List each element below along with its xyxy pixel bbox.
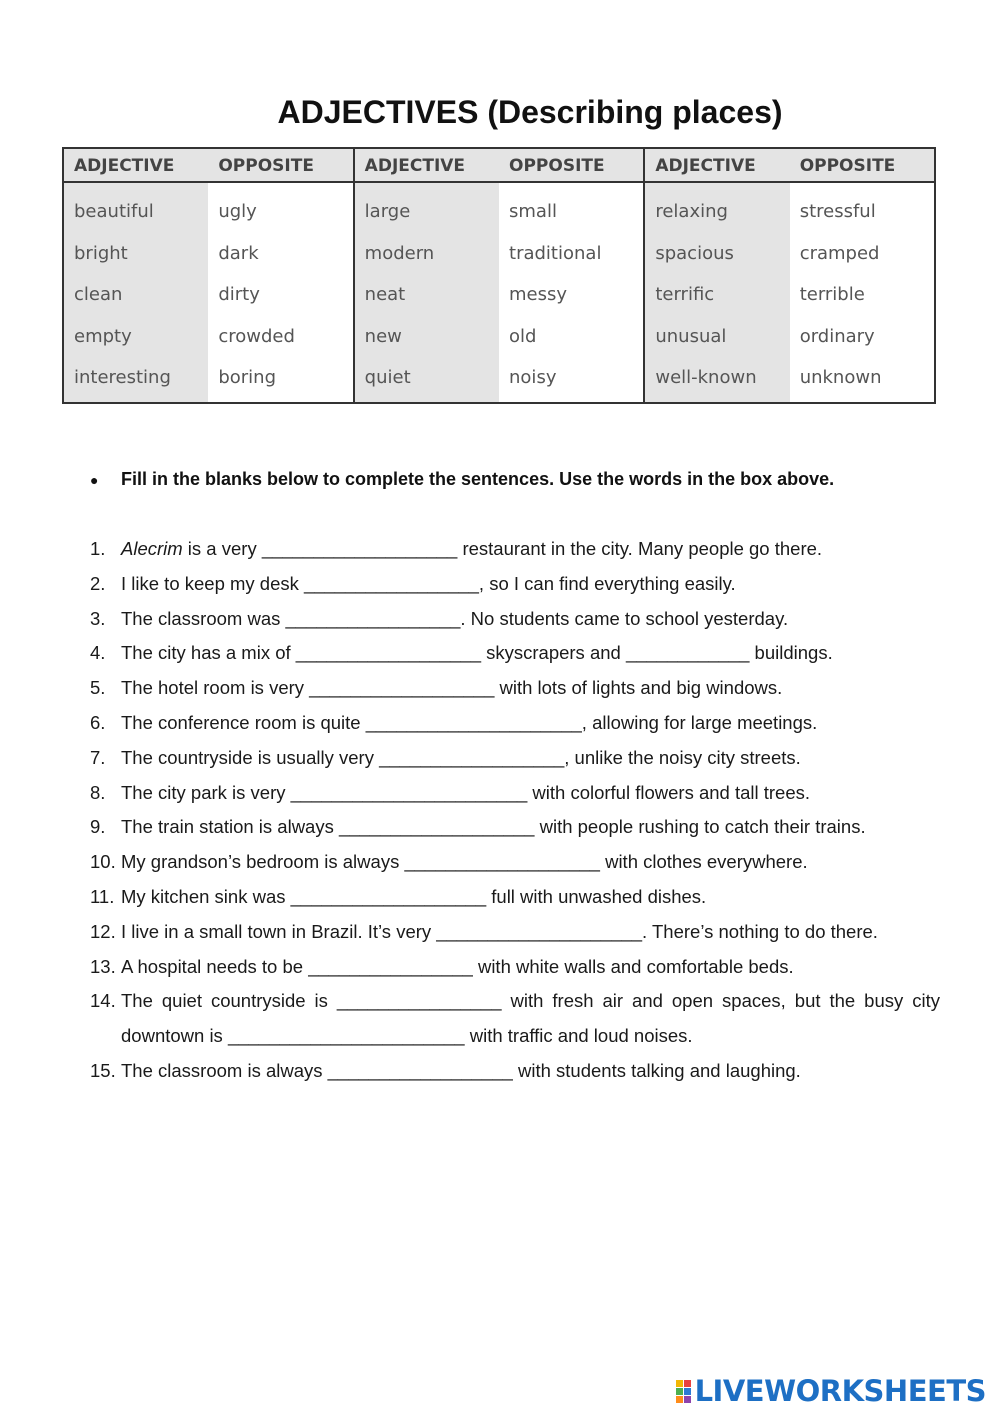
question-item [90,880,940,915]
question-number: 3. [90,607,106,629]
vocab-group-1 [64,149,353,402]
vocab-group-3 [643,149,934,402]
logo-mark-icon [676,1380,691,1403]
question-text: The city has a mix of __________________ skyscrapers and ____________ buildings. [121,642,833,664]
header-opposite: OPPOSITE [208,149,352,183]
header-adjective: ADJECTIVE [355,149,499,183]
question-text: The train station is always ___________________ with people rushing to catch their trains. [121,816,866,838]
question-text: I live in a small town in Brazil. It’s very ____________________. There’s nothing to do there. [121,920,878,942]
question-number: 9. [90,816,106,838]
question-text: The hotel room is very __________________ with lots of lights and big windows. [121,677,783,699]
adjective-cell: beautiful [74,201,154,222]
vocab-group-2 [353,149,644,402]
question-item [90,636,940,671]
question-list [90,532,940,1089]
question-item [90,706,940,741]
adjective-cell: relaxing [655,201,728,222]
question-item [90,810,940,845]
question-item [90,950,940,985]
adjective-cell: quiet [364,367,411,388]
question-text: The conference room is quite _____________________, allowing for large meetings. [121,711,818,733]
header-adjective: ADJECTIVE [64,149,208,183]
vocabulary-table [62,147,936,404]
adjective-cell: large [364,201,411,222]
adjective-cell: modern [364,242,435,264]
question-item [90,602,940,637]
question-item [90,984,940,1054]
question-text: The classroom is always __________________ with students talking and laughing. [121,1059,801,1081]
adjective-cell: empty [74,325,132,347]
adjective-cell: neat [364,284,406,305]
question-item [90,1054,940,1089]
question-text: The city park is very _______________________ with colorful flowers and tall trees. [121,781,811,803]
instruction-text: Fill in the blanks below to complete the sentences. Use the words in the box above. [121,469,835,489]
question-text-rest: is a very ___________________ restaurant in the city. Many people go there. [182,538,823,559]
question-number: 8. [90,781,106,803]
question-item [90,741,940,776]
adjective-cell: spacious [655,242,734,264]
opposite-cell: dirty [218,284,260,305]
instruction [90,469,960,490]
question-text: A hospital needs to be ________________ with white walls and comfortable beds. [121,955,794,977]
question-number: 14. [90,990,116,1012]
question-number: 6. [90,711,106,733]
opposite-cell: messy [509,284,568,305]
adjective-cell: interesting [74,367,171,388]
question-number: 7. [90,746,106,768]
question-text: I like to keep my desk _________________, so I can find everything easily. [121,572,736,594]
opposite-cell: ugly [218,201,257,222]
restaurant-name: Alecrim [121,538,183,559]
adjective-cell: terrific [655,284,715,305]
adjective-cell: unusual [655,325,727,347]
logo-square [684,1396,691,1403]
opposite-cell: crowded [218,325,295,347]
liveworksheets-logo [676,1374,986,1408]
question-number: 1. [90,538,106,559]
header-opposite: OPPOSITE [790,149,934,183]
question-item [90,532,940,567]
opposite-cell: boring [218,367,277,388]
adjective-cell: well-known [655,367,757,388]
logo-square [676,1396,683,1403]
question-text: The quiet countryside is ________________ with fresh air and open spaces, but the busy city downtown is _______________________ with traffic and loud noises. [121,990,940,1047]
header-adjective: ADJECTIVE [645,149,789,183]
question-text: The classroom was _________________. No students came to school yesterday. [121,607,789,629]
question-item [90,915,940,950]
question-number: 12. [90,920,116,942]
logo-square [684,1388,691,1395]
header-opposite: OPPOSITE [499,149,643,183]
question-text: The countryside is usually very __________________, unlike the noisy city streets. [121,746,801,768]
question-text: My kitchen sink was ___________________ full with unwashed dishes. [121,885,707,907]
logo-square [684,1380,691,1387]
question-number: 5. [90,677,106,699]
question-number: 15. [90,1059,116,1081]
question-number: 2. [90,572,106,594]
question-number: 13. [90,955,116,977]
question-number: 4. [90,642,106,664]
opposite-cell: noisy [509,367,557,388]
question-item [90,567,940,602]
question-number: 11. [90,885,115,907]
opposite-cell: terrible [799,284,865,305]
adjective-cell: clean [74,284,123,305]
opposite-cell: stressful [799,201,876,222]
opposite-cell: unknown [799,367,882,388]
opposite-cell: traditional [509,242,602,264]
question-item [90,776,940,811]
bullet-icon: ● [90,471,99,488]
opposite-cell: ordinary [799,325,875,347]
logo-square [676,1380,683,1387]
page-title: ADJECTIVES (Describing places) [277,94,783,130]
logo-square [676,1388,683,1395]
question-number: 10. [90,851,116,873]
question-item [90,845,940,880]
question-text: My grandson’s bedroom is always ___________________ with clothes everywhere. [121,851,808,873]
opposite-cell: cramped [799,242,880,264]
opposite-cell: small [509,201,557,222]
question-item [90,671,940,706]
question-text [121,532,940,567]
adjective-cell: bright [74,242,128,264]
opposite-cell: old [509,325,537,347]
adjective-cell: new [364,325,402,347]
opposite-cell: dark [218,242,259,264]
logo-text: LIVEWORKSHEETS [694,1374,986,1408]
